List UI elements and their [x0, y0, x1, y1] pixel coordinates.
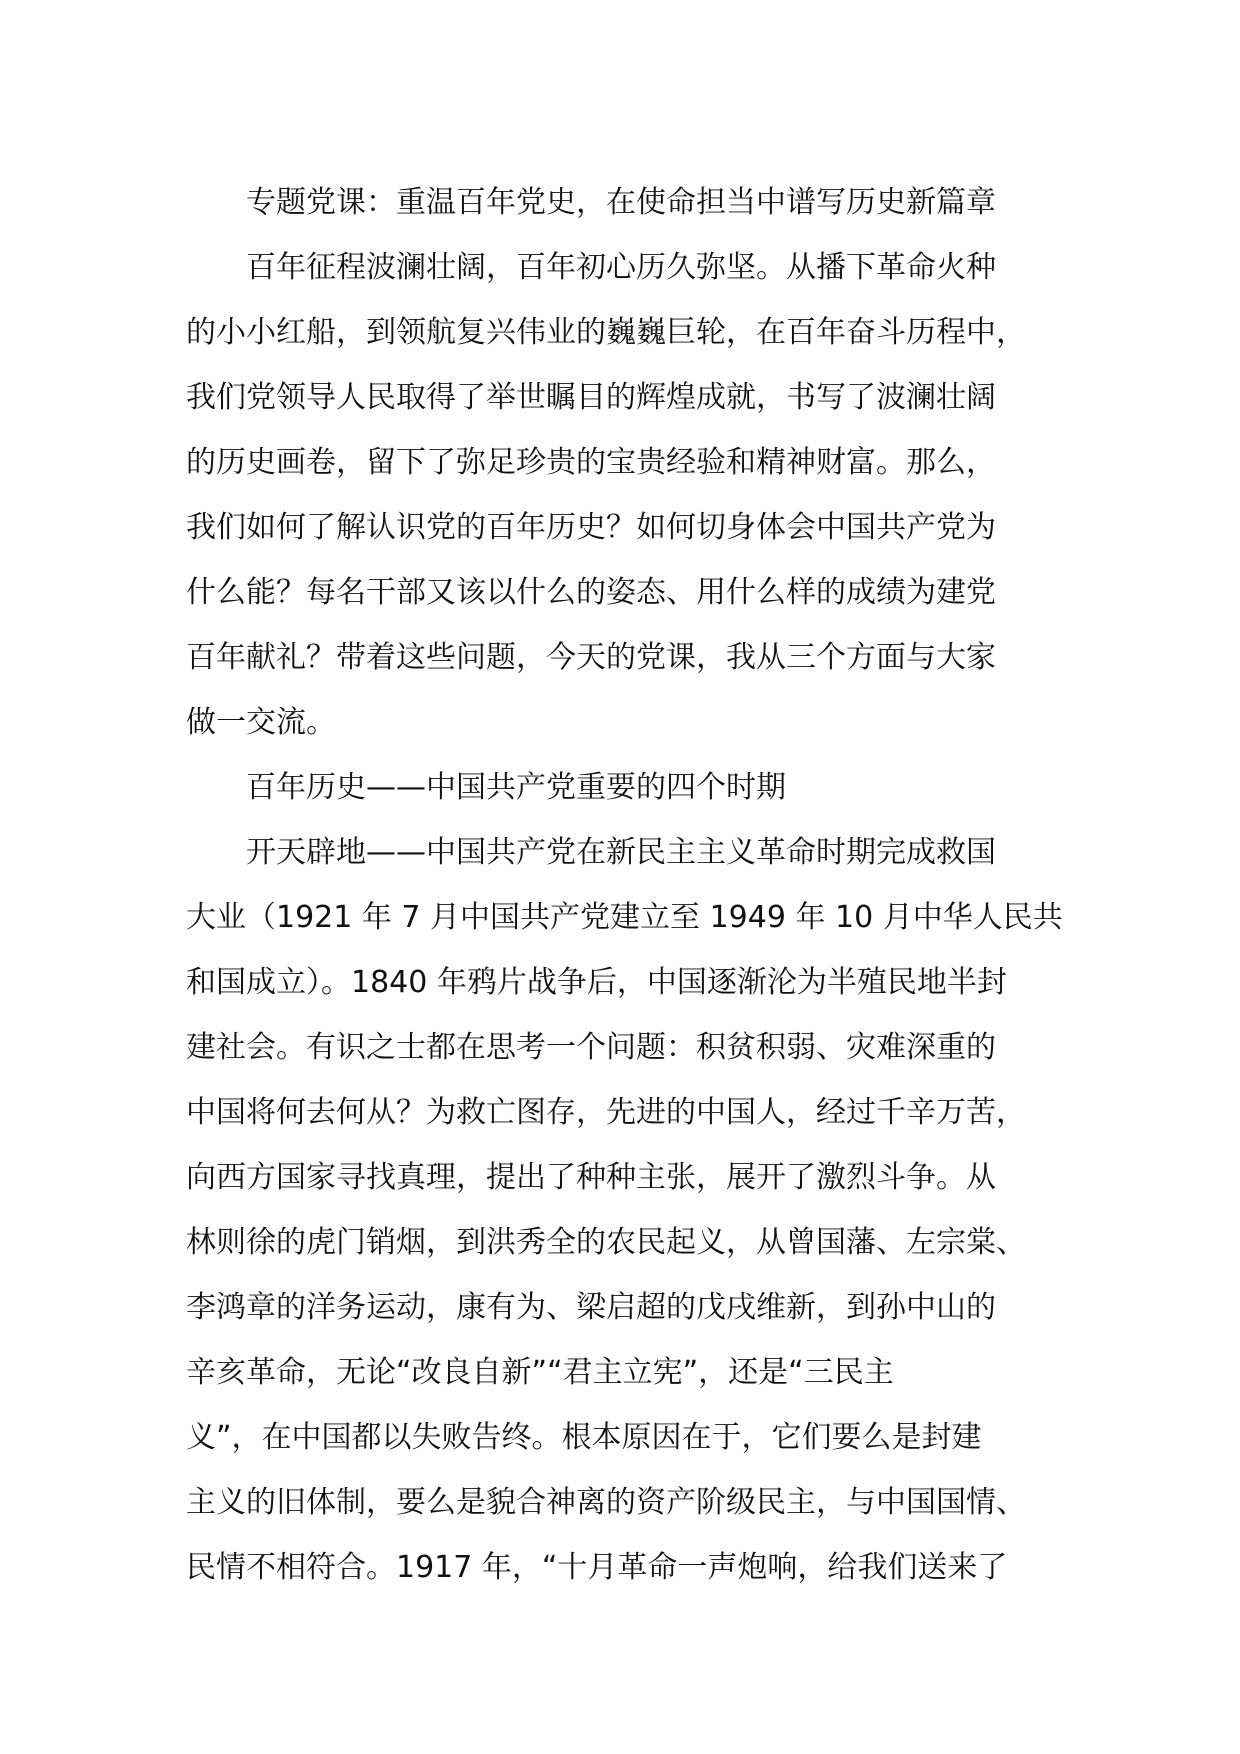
paragraph-line: 李鸿章的洋务运动，康有为、梁启超的戊戌维新，到孙中山的 — [186, 1290, 996, 1325]
paragraph-line: 主义的旧体制，要么是貌合神离的资产阶级民主，与中国国情、 — [186, 1485, 1026, 1520]
document-title: 专题党课：重温百年党史，在使命担当中谱写历史新篇章 — [186, 185, 996, 220]
document-body — [186, 170, 1086, 1600]
paragraph-line: 向西方国家寻找真理，提出了种种主张，展开了激烈斗争。从 — [186, 1160, 996, 1195]
paragraph-line: 我们党领导人民取得了举世瞩目的辉煌成就，书写了波澜壮阔 — [186, 380, 996, 415]
paragraph-line: 民情不相符合。1917 年，“十月革命一声炮响，给我们送来了 — [186, 1550, 1008, 1585]
paragraph-line: 林则徐的虎门销烟，到洪秀全的农民起义，从曾国藩、左宗棠、 — [186, 1225, 1026, 1260]
paragraph-line: 大业（1921 年 7 月中国共产党建立至 1949 年 10 月中华人民共 — [186, 900, 1063, 935]
paragraph-line: 什么能？每名干部又该以什么的姿态、用什么样的成绩为建党 — [186, 575, 996, 610]
paragraph-line: 开天辟地——中国共产党在新民主主义革命时期完成救国 — [186, 835, 996, 870]
section-heading: 百年历史——中国共产党重要的四个时期 — [186, 770, 786, 805]
paragraph-line: 义”，在中国都以失败告终。根本原因在于，它们要么是封建 — [186, 1420, 982, 1455]
paragraph-line: 中国将何去何从？为救亡图存，先进的中国人，经过千辛万苦， — [186, 1095, 1026, 1130]
paragraph-line: 的小小红船，到领航复兴伟业的巍巍巨轮，在百年奋斗历程中， — [186, 315, 1026, 350]
paragraph-line: 和国成立）。1840 年鸦片战争后，中国逐渐沦为半殖民地半封 — [186, 965, 1007, 1000]
paragraph-line: 百年献礼？带着这些问题，今天的党课，我从三个方面与大家 — [186, 640, 996, 675]
paragraph-line: 做一交流。 — [186, 705, 336, 740]
paragraph-line: 辛亥革命，无论“改良自新”“君主立宪”，还是“三民主 — [186, 1355, 894, 1390]
paragraph-line: 百年征程波澜壮阔，百年初心历久弥坚。从播下革命火种 — [186, 250, 996, 285]
paragraph-line: 的历史画卷，留下了弥足珍贵的宝贵经验和精神财富。那么， — [186, 445, 996, 480]
paragraph-line: 建社会。有识之士都在思考一个问题：积贫积弱、灾难深重的 — [186, 1030, 996, 1065]
paragraph-line: 我们如何了解认识党的百年历史？如何切身体会中国共产党为 — [186, 510, 996, 545]
